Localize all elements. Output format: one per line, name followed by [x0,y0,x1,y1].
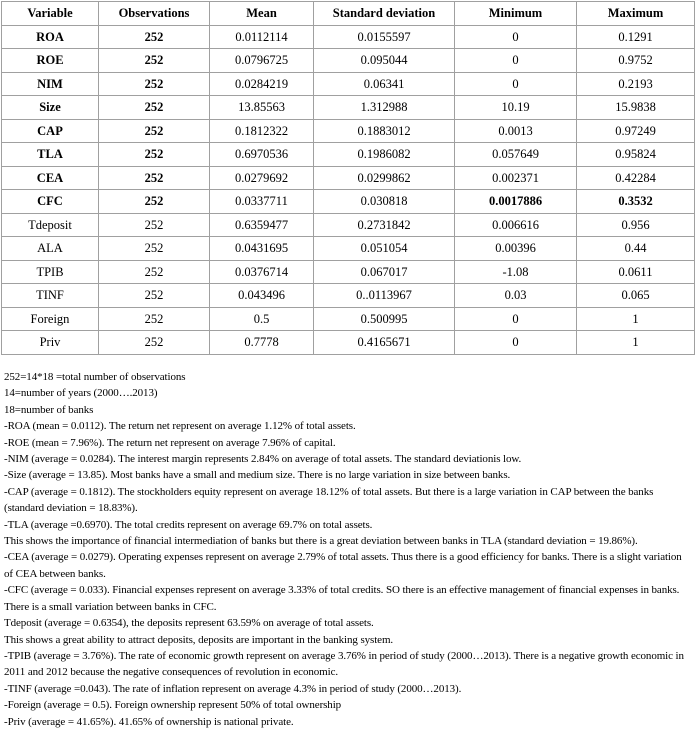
cell-observations: 252 [99,49,210,73]
note-line: 18=number of banks [4,403,94,416]
cell-maximum: 0.44 [577,237,695,261]
cell-mean: 0.1812322 [210,119,314,143]
cell-mean: 0.0112114 [210,25,314,49]
note-line: -ROA (mean = 0.0112). The return net represent on average 1.12% of total assets. [4,420,356,433]
cell-variable: ROE [2,49,99,73]
cell-mean: 0.0376714 [210,260,314,284]
cell-variable: Foreign [2,307,99,331]
cell-standard-deviation: 0.051054 [314,237,455,261]
cell-maximum: 1 [577,307,695,331]
note-line: -TPIB (average = 3.76%). The rate of economic growth represent on average 3.76% in period of study (2000…2013). There is a negative growth economic in 2011 and 2012 because the negative consequences of revolution in economic. [4,649,684,679]
cell-maximum: 0.42284 [577,166,695,190]
cell-minimum: 0 [455,307,577,331]
cell-minimum: 0.0017886 [455,190,577,214]
cell-minimum: -1.08 [455,260,577,284]
note-line: -TLA (average =0.6970). The total credits represent on average 69.7% on total assets. [4,518,373,531]
cell-minimum: 0.006616 [455,213,577,237]
cell-observations: 252 [99,260,210,284]
note-line: Tdeposit (average = 0.6354), the deposits represent 63.59% on average of total assets. [4,617,374,630]
cell-maximum: 0.065 [577,284,695,308]
cell-maximum: 0.2193 [577,72,695,96]
cell-observations: 252 [99,331,210,355]
cell-mean: 0.0796725 [210,49,314,73]
note-line: -TINF (average =0.043). The rate of inflation represent on average 4.3% in period of study (2000…2013). [4,682,462,695]
note-line: 14=number of years (2000….2013) [4,387,158,400]
header-mean: Mean [210,2,314,26]
cell-standard-deviation: 0.0299862 [314,166,455,190]
cell-maximum: 0.97249 [577,119,695,143]
table-row [2,25,695,49]
notes-section [4,369,692,730]
header-observations: Observations [99,2,210,26]
cell-mean: 0.0279692 [210,166,314,190]
table-row [2,331,695,355]
note-line: -CEA (average = 0.0279). Operating expenses represent on average 2.79% of total assets. Thus there is a good efficiency for banks. There is a slight variation of CEA between banks. [4,551,682,580]
note-line: -Size (average = 13.85). Most banks have a small and medium size. There is no large variation in size between banks. [4,469,511,482]
cell-standard-deviation: 0.500995 [314,307,455,331]
cell-standard-deviation: 0.067017 [314,260,455,284]
cell-minimum: 0.057649 [455,143,577,167]
table-row [2,284,695,308]
note-line: This shows a great ability to attract deposits, deposits are important in the banking system. [4,633,394,646]
table-row [2,49,695,73]
cell-standard-deviation: 0.030818 [314,190,455,214]
cell-variable: ROA [2,25,99,49]
cell-observations: 252 [99,237,210,261]
cell-observations: 252 [99,213,210,237]
cell-minimum: 0.0013 [455,119,577,143]
cell-variable: CAP [2,119,99,143]
cell-mean: 0.7778 [210,331,314,355]
cell-observations: 252 [99,166,210,190]
cell-variable: Priv [2,331,99,355]
table-header-row [2,2,695,26]
cell-observations: 252 [99,72,210,96]
note-line: -ROE (mean = 7.96%). The return net represent on average 7.96% of capital. [4,436,336,449]
cell-variable: Size [2,96,99,120]
cell-maximum: 1 [577,331,695,355]
cell-standard-deviation: 0.4165671 [314,331,455,355]
table-row [2,96,695,120]
cell-mean: 0.0431695 [210,237,314,261]
cell-observations: 252 [99,190,210,214]
cell-minimum: 0.00396 [455,237,577,261]
cell-maximum: 0.95824 [577,143,695,167]
cell-observations: 252 [99,119,210,143]
cell-minimum: 0 [455,25,577,49]
header-minimum: Minimum [455,2,577,26]
table-body [2,25,695,354]
cell-variable: TPIB [2,260,99,284]
note-line: -Foreign (average = 0.5). Foreign ownership represent 50% of total ownership [4,699,342,712]
note-line: -CFC (average = 0.033). Financial expenses represent on average 3.33% of total credits. SO there is an effective management of financial expenses in banks. There is a small variation between banks in CFC. [4,584,680,613]
table-row [2,260,695,284]
cell-mean: 0.5 [210,307,314,331]
cell-variable: Tdeposit [2,213,99,237]
cell-standard-deviation: 0..0113967 [314,284,455,308]
table-row [2,72,695,96]
table-row [2,213,695,237]
cell-variable: ALA [2,237,99,261]
cell-standard-deviation: 0.06341 [314,72,455,96]
cell-maximum: 0.0611 [577,260,695,284]
cell-mean: 0.0337711 [210,190,314,214]
cell-standard-deviation: 0.095044 [314,49,455,73]
note-line: -Priv (average = 41.65%). 41.65% of ownership is national private. [4,715,294,728]
cell-variable: NIM [2,72,99,96]
cell-maximum: 0.3532 [577,190,695,214]
cell-standard-deviation: 0.1883012 [314,119,455,143]
cell-variable: CFC [2,190,99,214]
table-row [2,143,695,167]
cell-variable: TINF [2,284,99,308]
table-row [2,237,695,261]
cell-minimum: 0.03 [455,284,577,308]
cell-maximum: 15.9838 [577,96,695,120]
note-line: 252=14*18 =total number of observations [4,371,186,383]
cell-mean: 0.6970536 [210,143,314,167]
cell-maximum: 0.9752 [577,49,695,73]
cell-minimum: 10.19 [455,96,577,120]
cell-variable: TLA [2,143,99,167]
note-line: -CAP (average = 0.1812). The stockholders equity represent on average 18.12% of total assets. But there is a large variation in CAP between the banks (standard deviation = 18.83%). [4,485,654,515]
cell-minimum: 0.002371 [455,166,577,190]
cell-mean: 0.6359477 [210,213,314,237]
cell-mean: 13.85563 [210,96,314,120]
cell-observations: 252 [99,25,210,49]
cell-maximum: 0.956 [577,213,695,237]
cell-standard-deviation: 0.2731842 [314,213,455,237]
descriptive-statistics-table [1,1,695,355]
table-row [2,119,695,143]
cell-mean: 0.043496 [210,284,314,308]
cell-standard-deviation: 0.1986082 [314,143,455,167]
table-row [2,190,695,214]
cell-mean: 0.0284219 [210,72,314,96]
cell-minimum: 0 [455,331,577,355]
cell-minimum: 0 [455,49,577,73]
note-line: -NIM (average = 0.0284). The interest margin represents 2.84% on average of total assets. The standard deviationis low. [4,453,522,466]
cell-minimum: 0 [455,72,577,96]
cell-observations: 252 [99,143,210,167]
cell-variable: CEA [2,166,99,190]
cell-standard-deviation: 1.312988 [314,96,455,120]
header-maximum: Maximum [577,2,695,26]
table-row [2,166,695,190]
cell-observations: 252 [99,307,210,331]
cell-maximum: 0.1291 [577,25,695,49]
cell-observations: 252 [99,96,210,120]
table-row [2,307,695,331]
note-line: This shows the importance of financial intermediation of banks but there is a great deviation between banks in TLA (standard deviation = 19.86%). [4,535,638,548]
cell-standard-deviation: 0.0155597 [314,25,455,49]
header-variable: Variable [2,2,99,26]
cell-observations: 252 [99,284,210,308]
header-standard-deviation: Standard deviation [314,2,455,26]
